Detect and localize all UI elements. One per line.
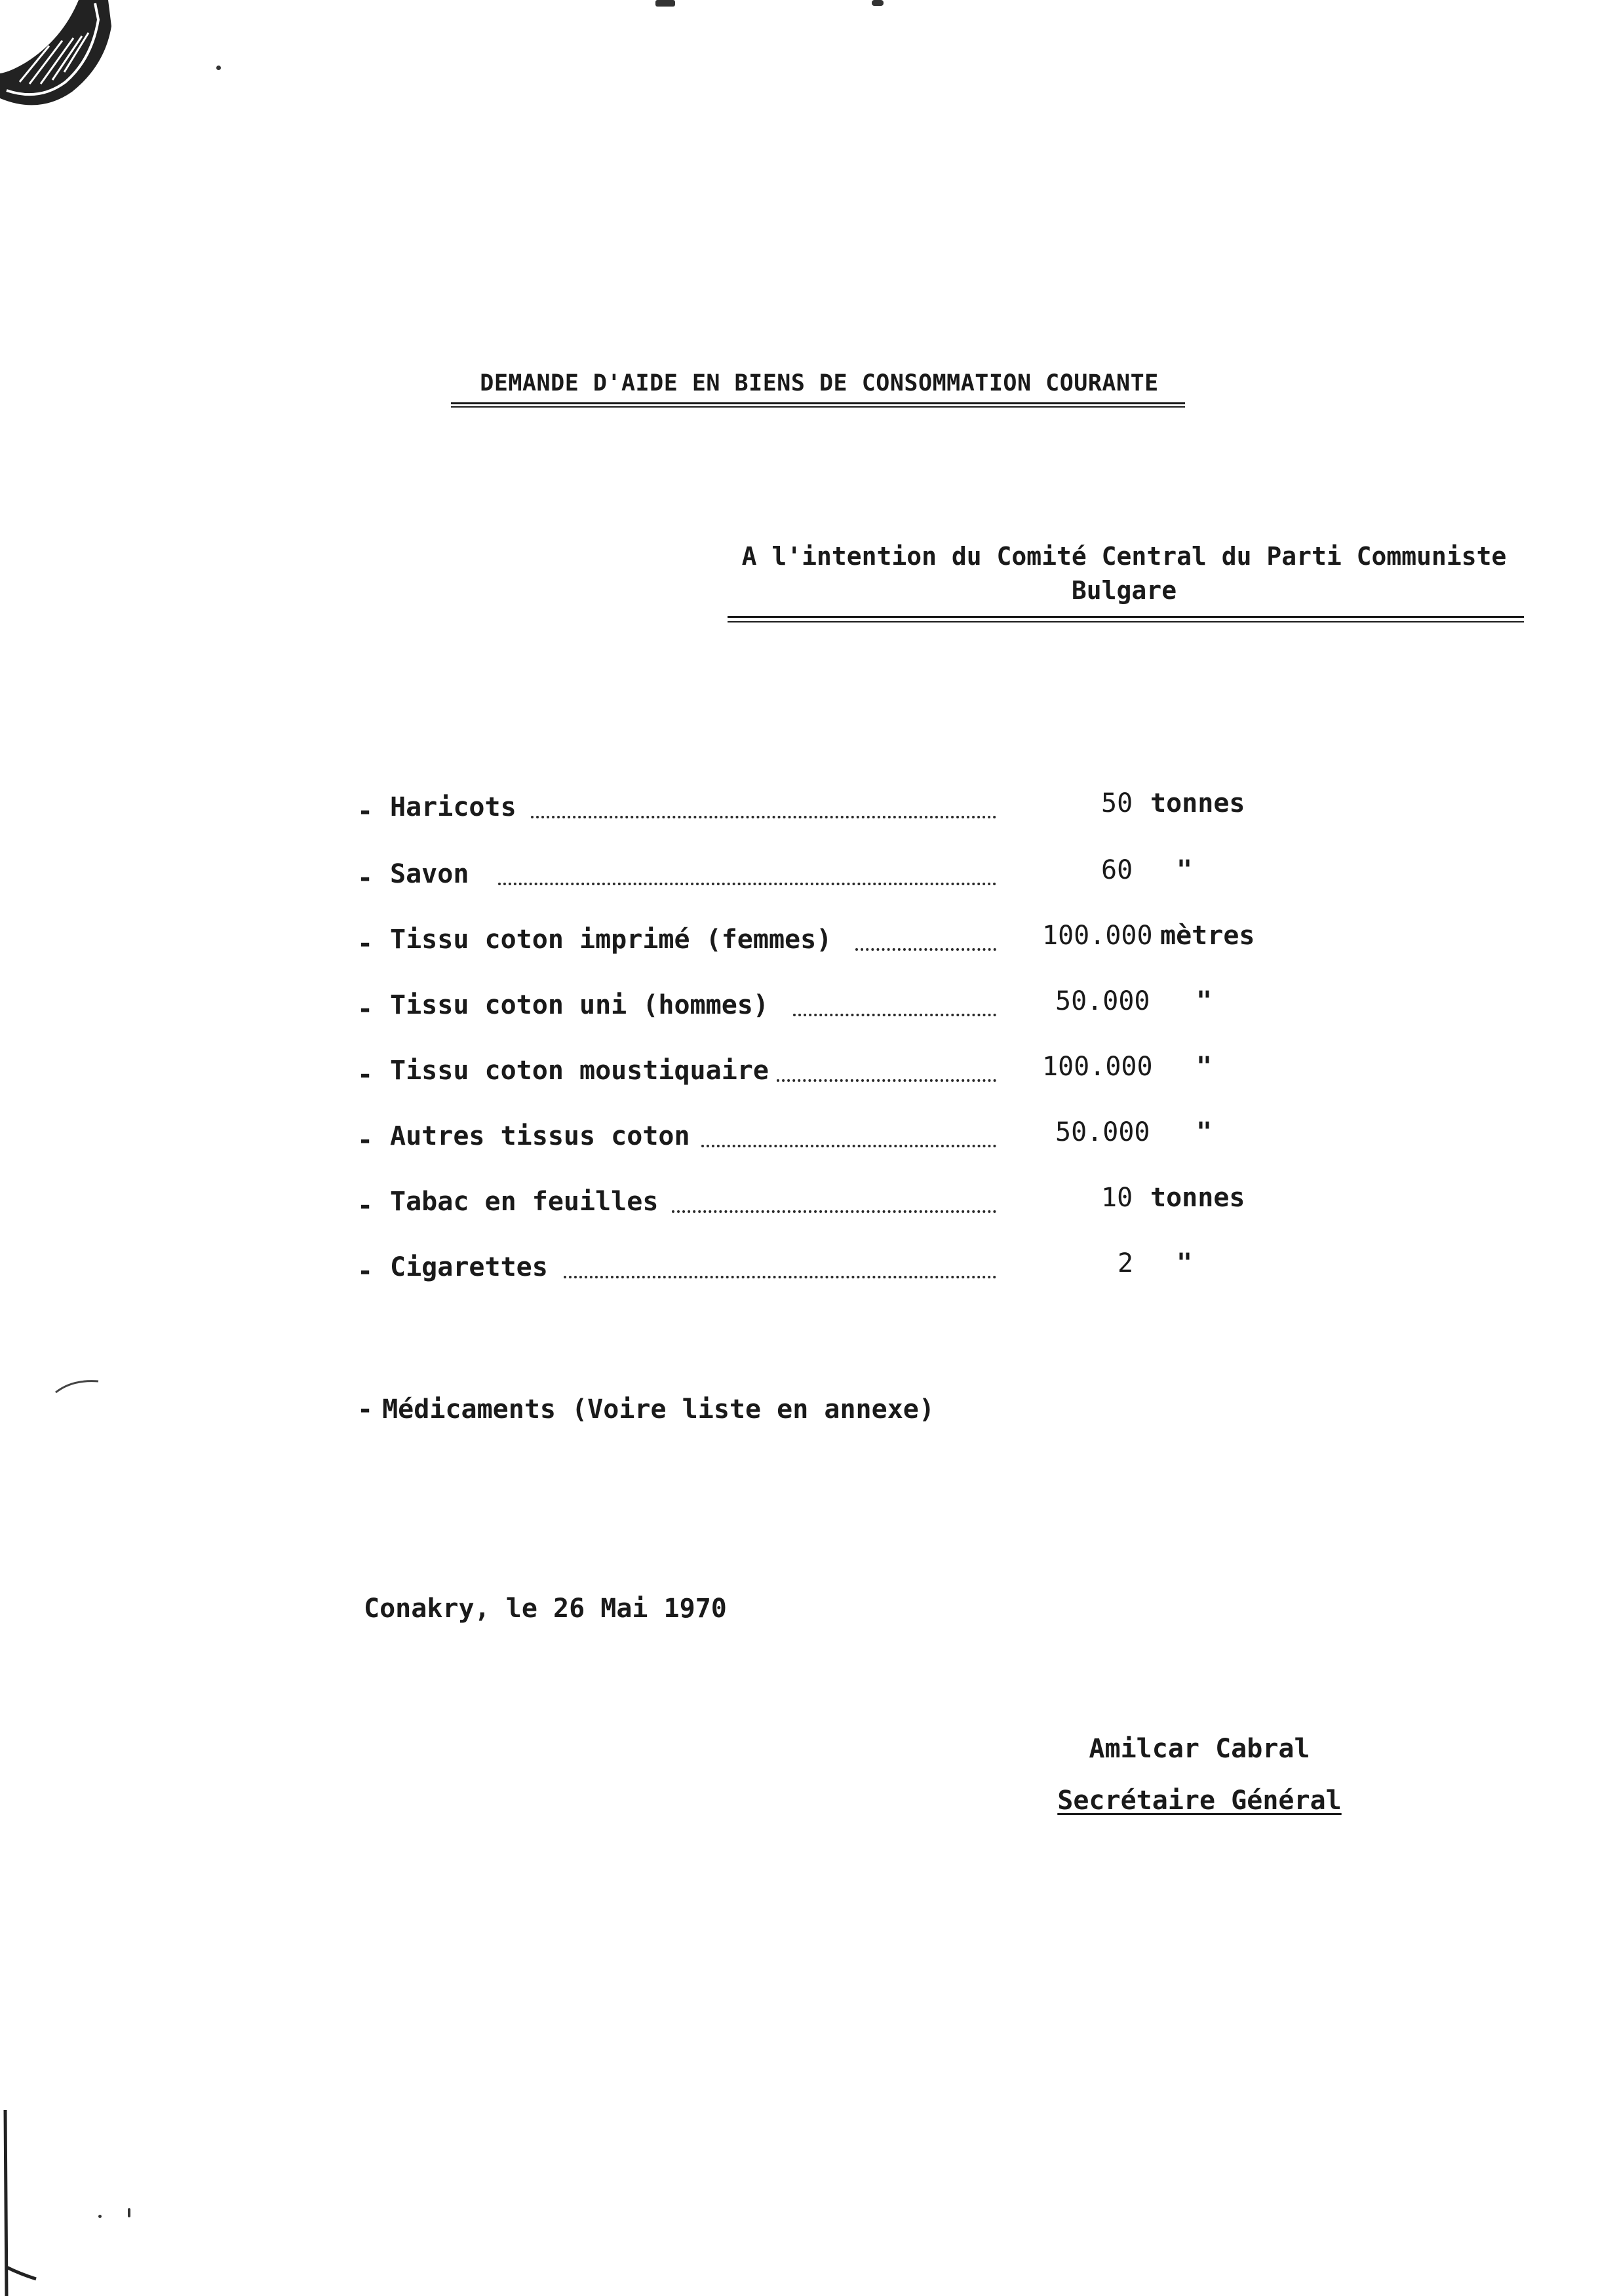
item-quantity: 50.000 <box>1055 986 1150 1016</box>
dotted-leader <box>564 1276 996 1278</box>
item-dash: - <box>357 994 374 1024</box>
stamp-fragment-icon <box>0 0 125 118</box>
title-underline <box>451 402 1185 404</box>
item-quantity: 50.000 <box>1055 1117 1150 1147</box>
item-name: Haricots <box>390 792 516 822</box>
item-unit: " <box>1196 1117 1213 1147</box>
item-dash: - <box>357 1060 374 1090</box>
item-quantity: 50 <box>1101 788 1133 818</box>
item-name: Cigarettes <box>390 1252 548 1282</box>
recipient-line: A l'intention du Comité Central du Parti Communiste <box>741 542 1507 571</box>
item-unit: " <box>1196 1052 1213 1082</box>
item-unit: " <box>1177 855 1193 885</box>
list-item <box>357 850 1314 915</box>
list-item <box>357 1046 1314 1112</box>
dotted-leader <box>531 816 996 818</box>
item-unit: tonnes <box>1150 1183 1245 1213</box>
list-item <box>357 1112 1314 1177</box>
dotted-leader <box>777 1079 996 1082</box>
dotted-leader <box>701 1145 996 1147</box>
scan-speck <box>872 0 884 6</box>
item-dash: - <box>357 1394 374 1425</box>
list-item <box>357 981 1314 1046</box>
list-item <box>357 783 1314 850</box>
item-name: Savon <box>390 859 469 889</box>
item-name: Tissu coton imprimé (femmes) <box>390 925 832 955</box>
medicaments-note <box>357 1394 935 1425</box>
list-item <box>357 1177 1314 1243</box>
document-title: DEMANDE D'AIDE EN BIENS DE CONSOMMATION COURANTE <box>480 370 1159 396</box>
place-and-date: Conakry, le 26 Mai 1970 <box>364 1594 727 1624</box>
item-name: Tissu coton moustiquaire <box>390 1056 769 1086</box>
item-dash: - <box>357 863 374 893</box>
item-unit: mètres <box>1160 921 1255 951</box>
signer-name: Amilcar Cabral <box>1089 1734 1310 1764</box>
item-dash: - <box>357 796 374 826</box>
list-item <box>357 1243 1314 1309</box>
recipient-underline <box>728 621 1524 622</box>
item-dash: - <box>357 1125 374 1155</box>
item-quantity: 10 <box>1101 1183 1133 1213</box>
medicaments-text: Médicaments (Voire liste en annexe) <box>382 1394 935 1425</box>
aid-item-list <box>357 783 1314 1309</box>
dotted-leader <box>498 883 996 885</box>
item-unit: " <box>1177 1248 1193 1278</box>
scan-speck <box>655 0 675 7</box>
page-edge-mark-icon <box>0 2110 39 2296</box>
item-unit: tonnes <box>1150 788 1245 818</box>
item-dash: - <box>357 1191 374 1221</box>
recipient-line: Bulgare <box>1071 576 1177 605</box>
recipient-underline <box>728 616 1524 618</box>
scan-speck <box>128 2208 130 2217</box>
scan-speck <box>216 66 221 70</box>
item-dash: - <box>357 1256 374 1286</box>
list-item <box>357 915 1314 981</box>
title-underline <box>451 406 1185 408</box>
item-quantity: 100.000 <box>1042 921 1153 951</box>
item-name: Tabac en feuilles <box>390 1187 659 1217</box>
recipient-block <box>724 539 1524 607</box>
dotted-leader <box>855 948 996 951</box>
item-unit: " <box>1196 986 1213 1016</box>
scan-speck <box>98 2215 102 2218</box>
item-dash: - <box>357 928 374 959</box>
item-name: Tissu coton uni (hommes) <box>390 990 769 1020</box>
dotted-leader <box>672 1210 996 1213</box>
scan-smudge-icon <box>52 1376 105 1396</box>
signer-title: Secrétaire Général <box>1057 1786 1342 1816</box>
dotted-leader <box>793 1014 996 1016</box>
item-name: Autres tissus coton <box>390 1121 690 1151</box>
item-quantity: 2 <box>1118 1248 1134 1278</box>
item-quantity: 100.000 <box>1042 1052 1153 1082</box>
item-quantity: 60 <box>1101 855 1133 885</box>
